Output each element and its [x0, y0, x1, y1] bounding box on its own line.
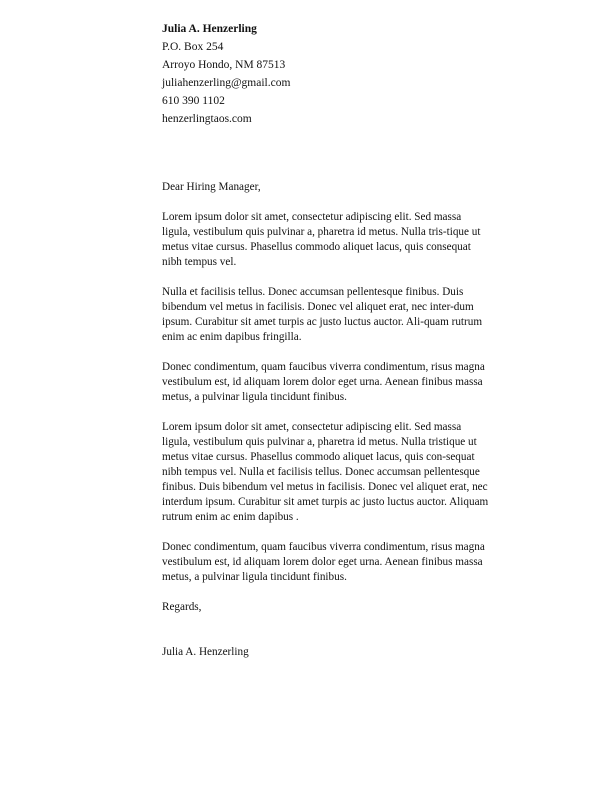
body-paragraph-2: Nulla et facilisis tellus. Donec accumsan pellentesque finibus. Duis bibendum vel metus in facilisis. Donec vel aliquet erat, nec inter-dum ipsum. Curabitur sit amet turpis ac justo luctus auctor. Ali-quam rutrum enim ac enim dapibus fringilla. [162, 286, 483, 343]
letter-body [162, 180, 492, 660]
body-paragraph-5: Donec condimentum, quam faucibus viverra condimentum, risus magna vestibulum est, id aliquam lorem dolor eget urna. Aenean finibus massa metus, a pulvinar ligula tincidunt finibus. [162, 541, 485, 583]
closing: Regards, [162, 601, 202, 613]
sender-email: juliahenzerling@gmail.com [162, 77, 291, 89]
body-paragraph-3: Donec condimentum, quam faucibus viverra condimentum, risus magna vestibulum est, id aliquam lorem dolor eget urna. Aenean finibus massa metus, a pulvinar ligula tincidunt finibus. [162, 361, 485, 403]
sender-phone: 610 390 1102 [162, 95, 225, 107]
signature-name: Julia A. Henzerling [162, 646, 249, 658]
sender-name: Julia A. Henzerling [162, 23, 257, 35]
salutation: Dear Hiring Manager, [162, 181, 261, 193]
sender-block [162, 20, 492, 128]
sender-address-line2: Arroyo Hondo, NM 87513 [162, 59, 286, 71]
body-paragraph-4: Lorem ipsum dolor sit amet, consectetur adipiscing elit. Sed massa ligula, vestibulum quis pulvinar a, pharetra id metus. Nulla tristique ut metus vitae cursus. Phasellus commodo aliquet lacus, quis con-sequat nibh tempus vel. Nulla et facilisis tellus. Donec accumsan pellentesque finibus. Duis bibendum vel metus in facilisis. Donec vel aliquet erat, nec interdum ipsum. Curabitur sit amet turpis ac justo luctus auctor. Aliquam rutrum enim ac enim dapibus . [162, 421, 489, 523]
body-paragraph-1: Lorem ipsum dolor sit amet, consectetur adipiscing elit. Sed massa ligula, vestibulum quis pulvinar a, pharetra id metus. Nulla tris-tique ut metus vitae cursus. Phasellus commodo aliquet lacus, quis consequat nibh tempus vel. [162, 211, 481, 268]
sender-address-line1: P.O. Box 254 [162, 41, 224, 53]
sender-website: henzerlingtaos.com [162, 113, 252, 125]
